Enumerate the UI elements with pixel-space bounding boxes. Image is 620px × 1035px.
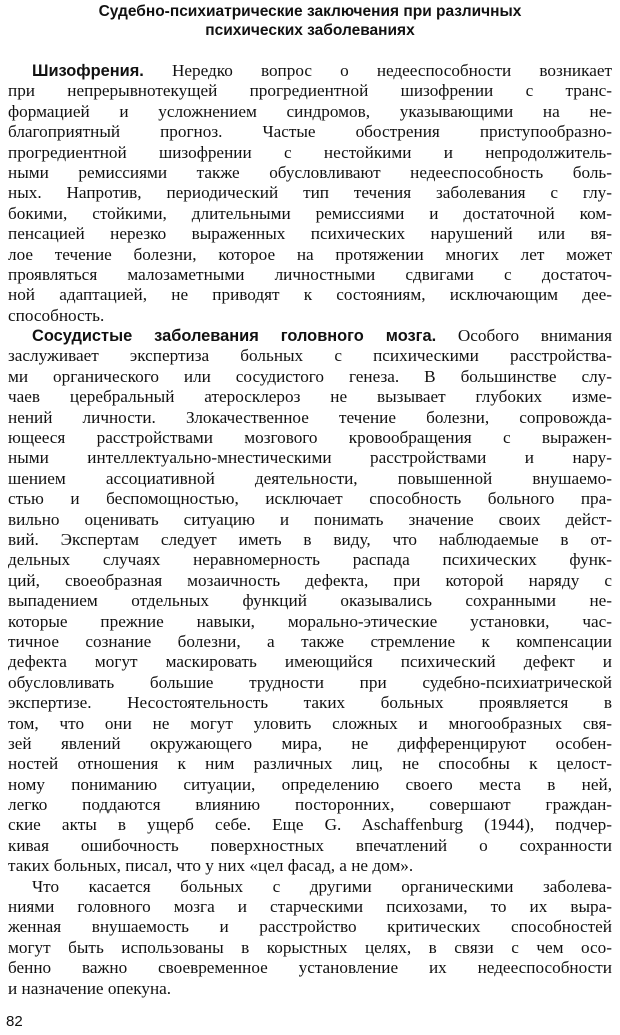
text-line: ющееся расстройствами мозгового кровообращения с выражен- — [8, 428, 612, 448]
text-line: выпадением отдельных функций оказывались сохранными не- — [8, 591, 612, 611]
text-line: тичное сознание болезни, а также стремление к компенсации — [8, 631, 612, 651]
text-line: ми органического или сосудистого генеза. В большинстве слу- — [8, 366, 612, 386]
text-line: ной адаптацией, не приводят к состояниям, исключающим дее- — [8, 285, 612, 305]
page-number: 82 — [6, 1013, 23, 1030]
text-line: обусловливать большие трудности при судебно-психиатрической — [8, 672, 612, 692]
heading-line: психических заболеваниях — [205, 22, 415, 39]
text-line: бокими, стойкими, длительными ремиссиями и достаточной ком- — [8, 203, 612, 223]
text-line: нений личности. Злокачественное течение болезни, сопровожда- — [8, 407, 612, 427]
text-line: ностей отношения к ним различных лиц, не способны к целост- — [8, 754, 612, 774]
text-line: ными ремиссиями также обусловливают недееспособность боль- — [8, 162, 612, 182]
text-line: экспертизе. Несостоятельность таких больных проявляется в — [8, 693, 612, 713]
text-line: благоприятный прогноз. Частые обострения приступообразно- — [8, 122, 612, 142]
text-line: кивая ошибочность поверхностных впечатлений о сохранности — [8, 835, 612, 855]
text-line: ных. Напротив, периодический тип течения заболевания с глу- — [8, 183, 612, 203]
text-line: таких больных, писал, что у них «цел фасад, а не дом». — [8, 856, 414, 876]
text-line: заслуживает экспертиза больных с психическими расстройства- — [8, 346, 612, 366]
text-line: которые прежние навыки, морально-этические установки, час- — [8, 611, 612, 631]
text-line: стью и беспомощностью, исключает способность больного пра- — [8, 489, 612, 509]
text-line: ными интеллектуально-мнестическими расстройствами и нару- — [8, 448, 612, 468]
text-line: чаев церебральный атеросклероз не вызывает глубоких изме- — [8, 387, 612, 407]
section-heading — [30, 2, 590, 40]
text-line: ному пониманию ситуации, определению своего места в ней, — [8, 774, 612, 794]
text-line: проявляться малозаметными личностными сдвигами с достаточ- — [8, 264, 612, 284]
paragraph-lead: Шизофрения. — [32, 62, 144, 80]
body-text — [8, 61, 612, 999]
text-line: ций, своеобразная мозаичность дефекта, при которой наряду с — [8, 570, 612, 590]
text-line: бенно важно своевременное установление их недееспособности — [8, 958, 612, 978]
text-line: при непрерывнотекущей прогредиентной шизофрении с транс- — [8, 81, 612, 101]
text-line: прогредиентной шизофрении с нестойкими и непродолжитель- — [8, 142, 612, 162]
text-line: лое течение болезни, которое на протяжении многих лет может — [8, 244, 612, 264]
text-line: дефекта могут маскировать имеющийся психический дефект и — [8, 652, 612, 672]
heading-line: Судебно-психиатрические заключения при различных — [98, 3, 522, 20]
text-line: ские акты в ущерб себе. Еще G. Aschaffenburg (1944), подчер- — [8, 815, 612, 835]
text-line: дельных случаях неравномерность распада психических функ- — [8, 550, 612, 570]
text-line: зей явлений окружающего мира, не дифференцируют особен- — [8, 733, 612, 753]
paragraph-lead: Сосудистые заболевания головного мозга. — [32, 327, 437, 346]
text-line: пенсацией нерезко выраженных психических нарушений или вя- — [8, 224, 612, 244]
text-line: Шизофрения. Нередко вопрос о недееспособности возникает — [32, 61, 612, 80]
text-line: могут быть использованы в корыстных целях, в связи с чем осо- — [8, 937, 612, 957]
text-line: формацией и усложнением синдромов, указывающими на не- — [8, 101, 612, 121]
text-line: вильно оценивать ситуацию и понимать значение своих дейст- — [8, 509, 612, 529]
text-line: способность. — [8, 305, 105, 325]
text-line: ниями головного мозга и старческими психозами, то их выра- — [8, 897, 612, 917]
text-line: женная внушаемость и расстройство критических способностей — [8, 917, 612, 937]
text-line: легко поддаются влиянию посторонних, совершают граждан- — [8, 795, 612, 815]
text-line: Сосудистые заболевания головного мозга. Особого внимания — [32, 326, 612, 346]
text-line: шением ассоциативной деятельности, повышенной внушаемо- — [8, 468, 612, 488]
text-line: и назначение опекуна. — [8, 978, 172, 998]
text-line: вий. Экспертам следует иметь в виду, что наблюдаемые в от- — [8, 529, 612, 549]
text-line: Что касается больных с другими органическими заболева- — [32, 876, 612, 896]
text-line: том, что они не могут уловить сложных и многообразных свя- — [8, 713, 612, 733]
